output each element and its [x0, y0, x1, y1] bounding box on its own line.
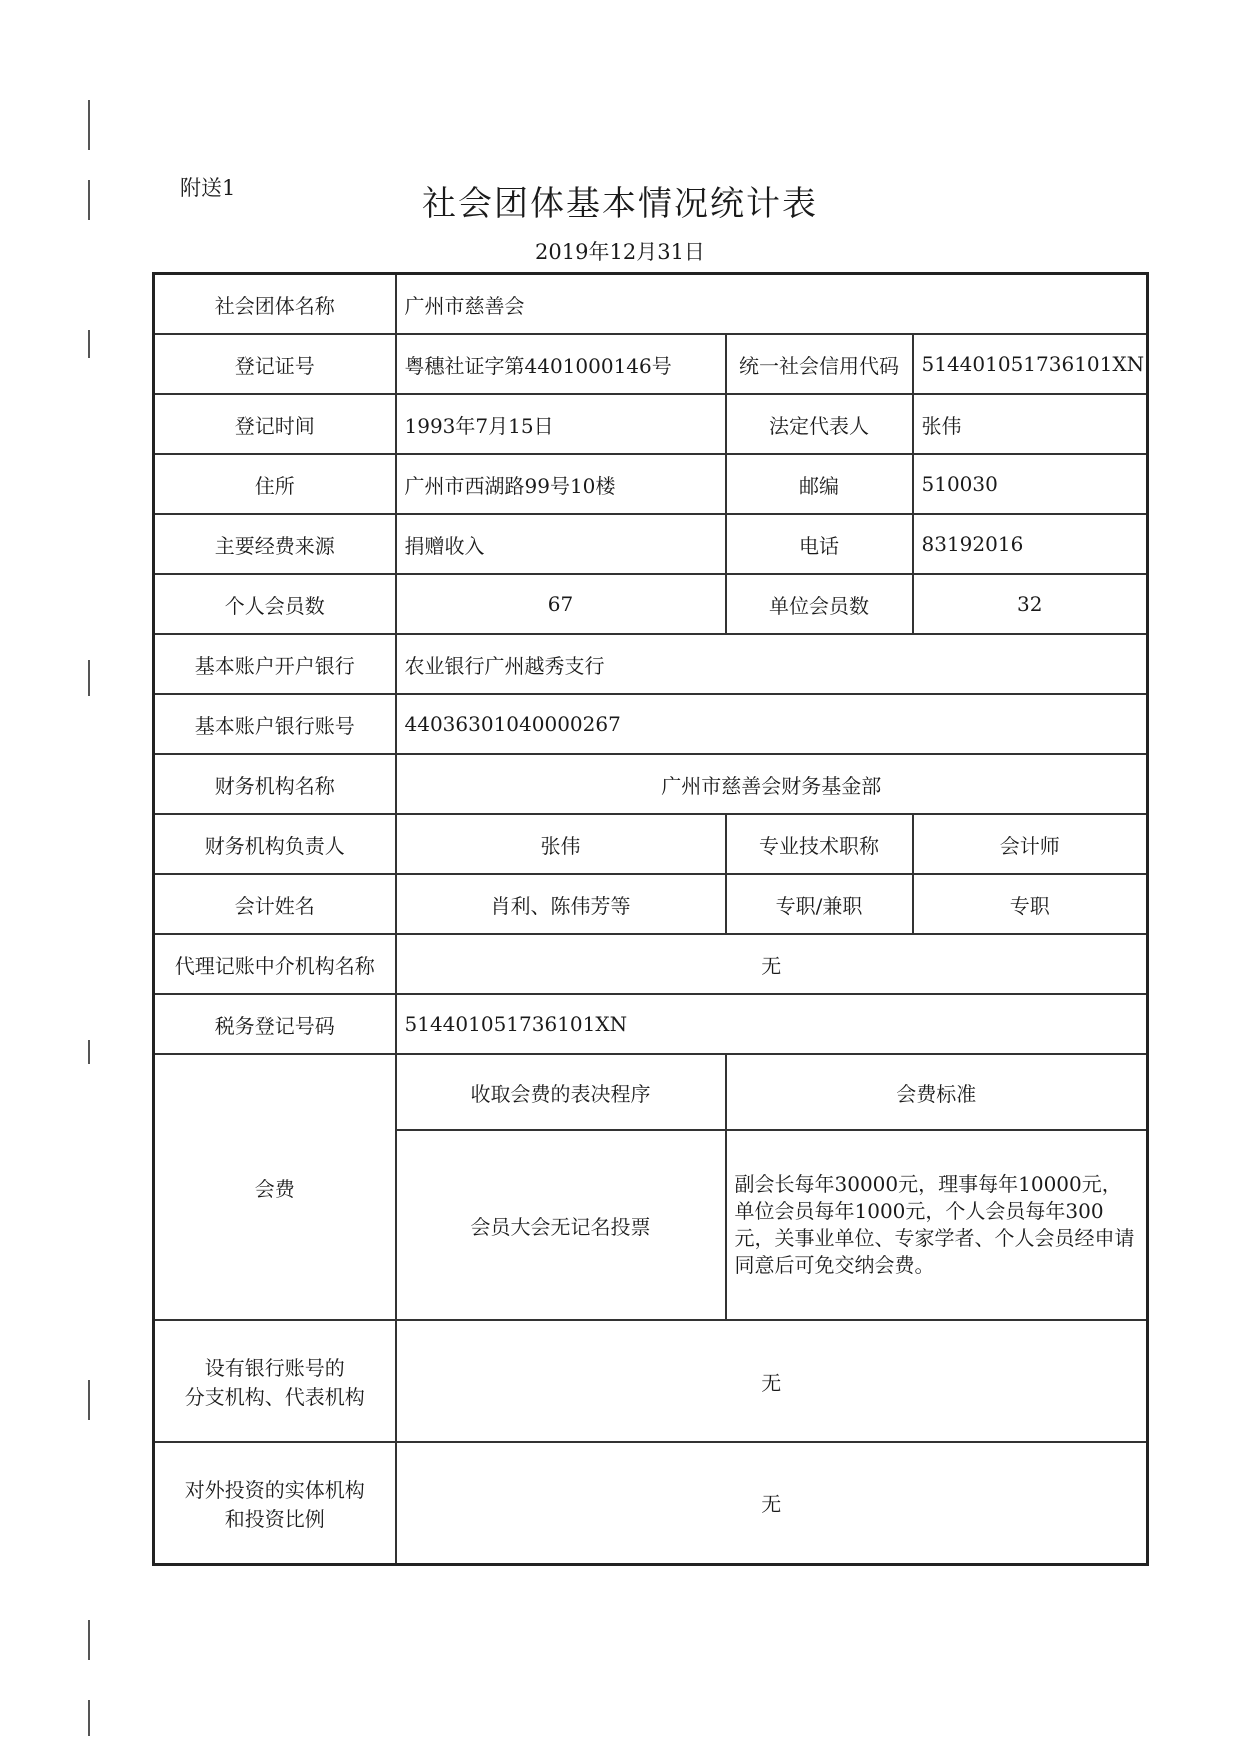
scan-margin-mark: [88, 1040, 90, 1064]
tax-no-value: 514401051736101XN: [396, 994, 1148, 1054]
report-date: 2019年12月31日: [535, 240, 705, 264]
table-row: [154, 814, 1148, 874]
branches-label-line2: 分支机构、代表机构: [184, 1385, 365, 1409]
bank-label: 基本账户开户银行: [154, 634, 396, 694]
funding-label: 主要经费来源: [154, 514, 396, 574]
fee-standard-header: 会费标准: [726, 1054, 1148, 1130]
branches-label-line1: 设有银行账号的: [204, 1356, 345, 1380]
org-name-value: 广州市慈善会: [396, 274, 1148, 335]
fee-procedure-value: 会员大会无记名投票: [396, 1130, 726, 1320]
table-row: [154, 994, 1148, 1054]
fulltime-label: 专职/兼职: [726, 874, 913, 934]
table-row: [154, 274, 1148, 335]
scan-margin-mark: [88, 330, 90, 358]
table-row: [154, 934, 1148, 994]
investment-label: [154, 1442, 396, 1564]
attachment-label: 附送1: [180, 176, 236, 200]
branches-value: 无: [396, 1320, 1148, 1442]
finance-head-value: 张伟: [396, 814, 726, 874]
fee-standard-value: 副会长每年30000元，理事每年10000元，单位会员每年1000元，个人会员每年300元，关事业单位、专家学者、个人会员经申请同意后可免交纳会费。: [726, 1130, 1148, 1320]
reg-no-value: 粤穗社证字第4401000146号: [396, 334, 726, 394]
investment-value: 无: [396, 1442, 1148, 1564]
accountant-label: 会计姓名: [154, 874, 396, 934]
accountant-value: 肖利、陈伟芳等: [396, 874, 726, 934]
individual-members-label: 个人会员数: [154, 574, 396, 634]
credit-code-value: 514401051736101XN: [913, 334, 1148, 394]
reg-no-label: 登记证号: [154, 334, 396, 394]
unit-members-value: 32: [913, 574, 1148, 634]
table-row: [154, 514, 1148, 574]
agency-value: 无: [396, 934, 1148, 994]
table-row: [154, 1320, 1148, 1442]
fee-procedure-header: 收取会费的表决程序: [396, 1054, 726, 1130]
org-name-label: 社会团体名称: [154, 274, 396, 335]
scan-margin-mark: [88, 1380, 90, 1420]
legal-rep-value: 张伟: [913, 394, 1148, 454]
credit-code-label: 统一社会信用代码: [726, 334, 913, 394]
table-row: [154, 334, 1148, 394]
table-row: [154, 454, 1148, 514]
scan-margin-mark: [88, 1620, 90, 1660]
account-value: 44036301040000267: [396, 694, 1148, 754]
table-row: [154, 634, 1148, 694]
table-row: [154, 754, 1148, 814]
prof-title-label: 专业技术职称: [726, 814, 913, 874]
address-value: 广州市西湖路99号10楼: [396, 454, 726, 514]
phone-label: 电话: [726, 514, 913, 574]
postcode-label: 邮编: [726, 454, 913, 514]
finance-org-value: 广州市慈善会财务基金部: [396, 754, 1148, 814]
unit-members-label: 单位会员数: [726, 574, 913, 634]
table-row: [154, 1054, 1148, 1130]
individual-members-value: 67: [396, 574, 726, 634]
agency-label: 代理记账中介机构名称: [154, 934, 396, 994]
legal-rep-label: 法定代表人: [726, 394, 913, 454]
table-row: [154, 394, 1148, 454]
scan-margin-mark: [88, 660, 90, 696]
phone-value: 83192016: [913, 514, 1148, 574]
address-label: 住所: [154, 454, 396, 514]
account-label: 基本账户银行账号: [154, 694, 396, 754]
prof-title-value: 会计师: [913, 814, 1148, 874]
table-row: [154, 574, 1148, 634]
postcode-value: 510030: [913, 454, 1148, 514]
reg-date-value: 1993年7月15日: [396, 394, 726, 454]
funding-value: 捐赠收入: [396, 514, 726, 574]
statistics-form-table: [152, 272, 1149, 1566]
table-row: [154, 1442, 1148, 1564]
fee-label: 会费: [154, 1054, 396, 1320]
table-row: [154, 694, 1148, 754]
page-title: 社会团体基本情况统计表: [422, 184, 818, 224]
bank-value: 农业银行广州越秀支行: [396, 634, 1148, 694]
reg-date-label: 登记时间: [154, 394, 396, 454]
fulltime-value: 专职: [913, 874, 1148, 934]
scan-margin-mark: [88, 1700, 90, 1736]
branches-label: [154, 1320, 396, 1442]
table-row: [154, 874, 1148, 934]
finance-org-label: 财务机构名称: [154, 754, 396, 814]
finance-head-label: 财务机构负责人: [154, 814, 396, 874]
tax-no-label: 税务登记号码: [154, 994, 396, 1054]
scan-margin-mark: [88, 100, 90, 150]
investment-label-line1: 对外投资的实体机构: [184, 1477, 365, 1502]
investment-label-line2: 和投资比例: [224, 1506, 325, 1531]
